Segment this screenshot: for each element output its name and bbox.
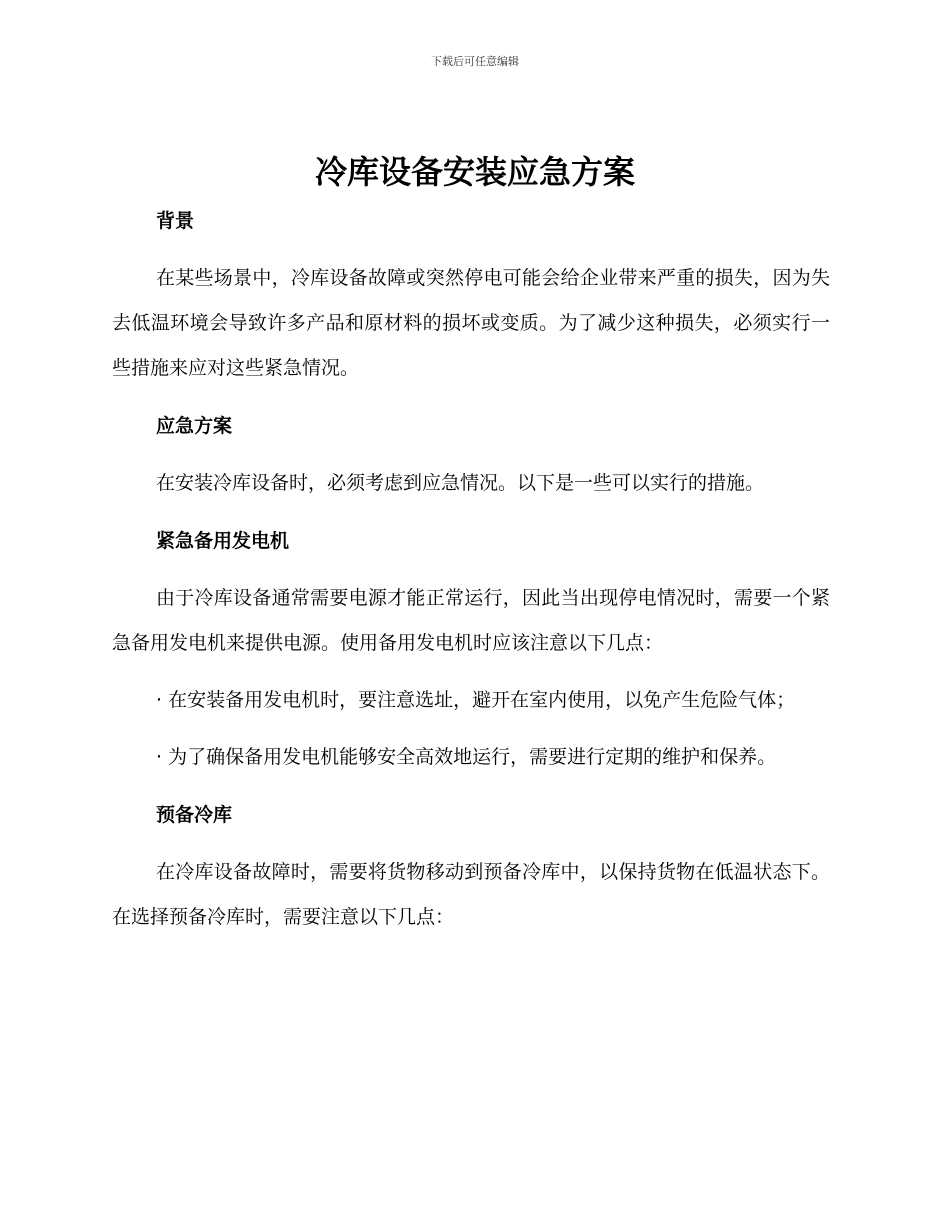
paragraph: 由于冷库设备通常需要电源才能正常运行，因此当出现停电情况时，需要一个紧急备用发电机来提供电源。使用备用发电机时应该注意以下几点：	[112, 587, 830, 654]
section-heading-standby-cold-storage: 预备冷库	[156, 804, 233, 826]
section-heading-background: 背景	[156, 210, 195, 232]
bullet-paragraph: · 在安装备用发电机时，要注意选址，避开在室内使用，以免产生危险气体；	[156, 689, 796, 711]
section-heading-backup-generator: 紧急备用发电机	[156, 530, 290, 552]
document-title: 冷库设备安装应急方案	[314, 153, 635, 191]
bullet-paragraph: · 为了确保备用发电机能够安全高效地运行，需要进行定期的维护和保养。	[156, 746, 777, 768]
header-note: 下载后可任意编辑	[431, 55, 519, 68]
paragraph: 在某些场景中，冷库设备故障或突然停电可能会给企业带来严重的损失，因为失去低温环境会导致许多产品和原材料的损坏或变质。为了减少这种损失，必须实行一些措施来应对这些紧急情况。	[112, 267, 830, 379]
document-body	[112, 198, 830, 940]
paragraph: 在安装冷库设备时，必须考虑到应急情况。以下是一些可以实行的措施。	[156, 472, 765, 494]
paragraph: 在冷库设备故障时，需要将货物移动到预备冷库中，以保持货物在低温状态下。在选择预备冷库时，需要注意以下几点：	[112, 861, 830, 928]
section-heading-emergency-plan: 应急方案	[156, 415, 233, 437]
